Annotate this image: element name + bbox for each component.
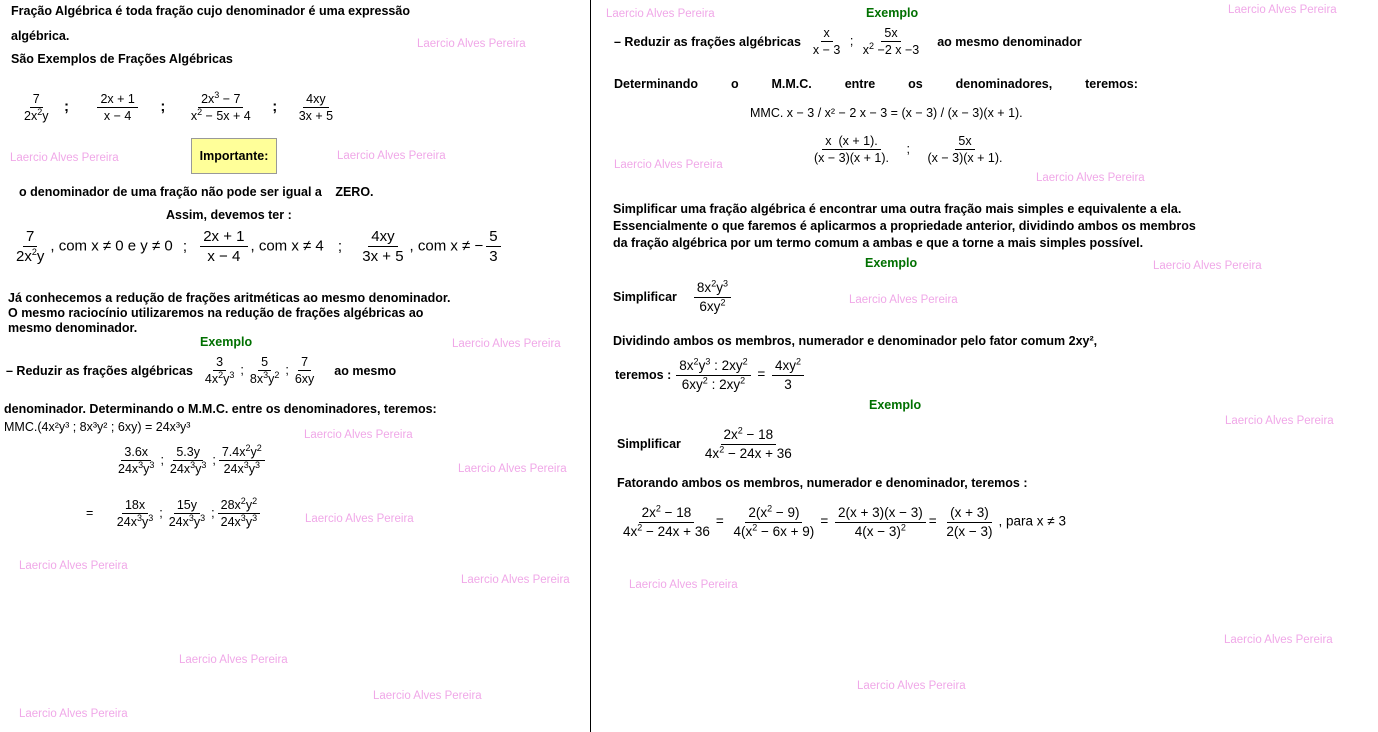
watermark: Laercio Alves Pereira	[857, 680, 966, 692]
watermark: Laercio Alves Pereira	[19, 708, 128, 720]
watermark: Laercio Alves Pereira	[1036, 172, 1145, 184]
watermark: Laercio Alves Pereira	[461, 574, 570, 586]
watermark: Laercio Alves Pereira	[606, 8, 715, 20]
examples-title: São Exemplos de Frações Algébricas	[11, 52, 233, 66]
assim-text: Assim, devemos ter :	[166, 208, 292, 222]
condition-1: , com x ≠ 0 e y ≠ 0	[50, 237, 173, 255]
watermark: Laercio Alves Pereira	[614, 159, 723, 171]
rule-text	[19, 185, 374, 199]
word: denominadores,	[955, 77, 1053, 91]
intro-line-1: Fração Algébrica é toda fração cujo denominador é uma expressão	[11, 4, 410, 18]
exemplo-heading: Exemplo	[866, 6, 919, 20]
watermark: Laercio Alves Pereira	[452, 338, 561, 350]
watermark: Laercio Alves Pereira	[10, 152, 119, 164]
exemplo-heading: Exemplo	[200, 335, 253, 349]
exemplo-heading: Exemplo	[869, 398, 922, 412]
word: entre	[844, 77, 876, 91]
step-fractions-2: = $\frac{18x}{24x^3y^3}$ ; $\frac{15y}{24x^3y^3}$ ; $\frac{28x^2y^2}{24x^3y^3}$	[86, 498, 263, 530]
rule-text-main: o denominador de uma fração não pode ser igual a	[19, 185, 322, 199]
watermark: Laercio Alves Pereira	[337, 150, 446, 162]
watermark: Laercio Alves Pereira	[417, 38, 526, 50]
fatorando-text: Fatorando ambos os membros, numerador e denominador, teremos :	[617, 476, 1028, 490]
mmc-line: MMC.(4x²y³ ; 8x³y² ; 6xy) = 24x³y³	[4, 420, 191, 434]
reduce-prefix: – Reduzir as frações algébricas	[6, 363, 193, 378]
word: os	[908, 77, 923, 91]
right-reduce-line: – Reduzir as frações algébricas $\frac{x}{x - 3}$ ; $\frac{5x}{x^2 -2 x -3}$ ao mesmo denominador	[614, 26, 1082, 58]
intro-line-2: algébrica.	[11, 29, 70, 43]
watermark: Laercio Alves Pereira	[373, 690, 482, 702]
determinando-line	[614, 77, 1138, 91]
step-fractions-1: $\frac{3.6x}{24x^3y^3}$ ; $\frac{5.3y}{24x^3y^3}$ ; $\frac{7.4x^2y^2}{24x^3y^3}$	[112, 445, 268, 477]
watermark: Laercio Alves Pereira	[849, 294, 958, 306]
para-condition: , para x ≠ 3	[998, 513, 1066, 529]
right-reduce-suffix: ao mesmo denominador	[937, 34, 1082, 49]
paragraph-line-3: mesmo denominador.	[8, 321, 138, 335]
reduce-line: – Reduzir as frações algébricas $\frac{3}{4x^2y^3}$ ; $\frac{5}{8x^3y^2}$ ; $\frac{7}{6xy}$ ao mesmo	[6, 355, 397, 387]
column-divider	[590, 0, 591, 732]
right-mmc-line: MMC. x − 3 / x² − 2 x − 3 = (x − 3) / (x − 3)(x + 1).	[750, 106, 1023, 120]
reduce-suffix: ao mesmo	[334, 363, 397, 378]
word: teremos:	[1085, 77, 1138, 91]
denominator-line: denominador. Determinando o M.M.C. entre os denominadores, teremos:	[4, 402, 437, 416]
simplify-paragraph-1: Simplificar uma fração algébrica é encontrar uma outra fração mais simples e equivalente a ela.	[613, 202, 1182, 216]
exemplo-heading: Exemplo	[865, 256, 918, 270]
watermark: Laercio Alves Pereira	[304, 429, 413, 441]
condition-3: , com x ≠ −	[409, 237, 484, 255]
watermark: Laercio Alves Pereira	[1153, 260, 1262, 272]
right-reduce-prefix: – Reduzir as frações algébricas	[614, 34, 801, 49]
simplify-example-2: Simplificar $\frac{2x^2 - 18}{4x^2 - 24x + 36}$	[617, 425, 792, 461]
condition-2: , com x ≠ 4	[250, 237, 324, 255]
rule-zero: ZERO.	[335, 185, 374, 199]
simplify-paragraph-2: Essencialmente o que faremos é aplicarmos a propriedade anterior, dividindo ambos os membros	[613, 219, 1196, 233]
paragraph-line-1: Já conhecemos a redução de frações aritméticas ao mesmo denominador.	[8, 291, 451, 305]
word: Determinando	[614, 77, 699, 91]
dividindo-text: Dividindo ambos os membros, numerador e denominador pelo fator comum 2xy²,	[613, 334, 1098, 348]
word: M.M.C.	[771, 77, 812, 91]
watermark: Laercio Alves Pereira	[1228, 4, 1337, 16]
examples-fractions: $\frac{7}{2x^2y}$ ; $\frac{2x + 1}{x - 4}$ ; $\frac{2x^3 - 7}{x^2 - 5x + 4}$ ; $\frac{4xy}{3x + 5}$	[24, 89, 334, 124]
watermark: Laercio Alves Pereira	[1224, 634, 1333, 646]
simplify-example-1: Simplificar $\frac{8x^2y^3}{6xy^2}$	[613, 280, 734, 314]
simplificar-label: Simplificar	[617, 437, 681, 452]
teremos-line: teremos : $\frac{8x^2y^3 : 2xy^2}{6xy^2 : 2xy^2}$ = $\frac{4xy^2}{3}$	[615, 358, 807, 392]
watermark: Laercio Alves Pereira	[458, 463, 567, 475]
watermark: Laercio Alves Pereira	[179, 654, 288, 666]
watermark: Laercio Alves Pereira	[305, 513, 414, 525]
conditions-line: $\frac{7}{2x^2y}$ , com x ≠ 0 e y ≠ 0 ; $\frac{2x + 1}{x - 4}$ , com x ≠ 4 ; $\frac{4xy}{3x + 5}$ , com x ≠ − $\frac{5}{3}$	[10, 228, 504, 266]
watermark: Laercio Alves Pereira	[1225, 415, 1334, 427]
factoring-result: $\frac{2x^2 - 18}{4x^2 - 24x + 36}$ = $\frac{2(x^2 - 9)}{4(x^2 - 6x + 9)}$ = $\frac{2(x + 3)(x - 3)}{4(x - 3)^2}$ = $\frac{(x + 3)}{2(x - 3)}$ , para x ≠ 3	[623, 503, 1066, 539]
simplify-paragraph-3: da fração algébrica por um termo comum a ambas e que a torne a mais simples possível.	[613, 236, 1144, 250]
teremos-label: teremos :	[615, 368, 672, 383]
watermark: Laercio Alves Pereira	[19, 560, 128, 572]
right-result-fractions: $\frac{x (x + 1).}{(x - 3)(x + 1).}$ ; $\frac{5x}{(x - 3)(x + 1).}$	[814, 134, 1003, 166]
paragraph-line-2: O mesmo raciocínio utilizaremos na redução de frações algébricas ao	[8, 306, 424, 320]
watermark: Laercio Alves Pereira	[629, 579, 738, 591]
important-box: Importante:	[191, 138, 277, 174]
simplificar-label: Simplificar	[613, 290, 677, 305]
word: o	[730, 77, 739, 91]
